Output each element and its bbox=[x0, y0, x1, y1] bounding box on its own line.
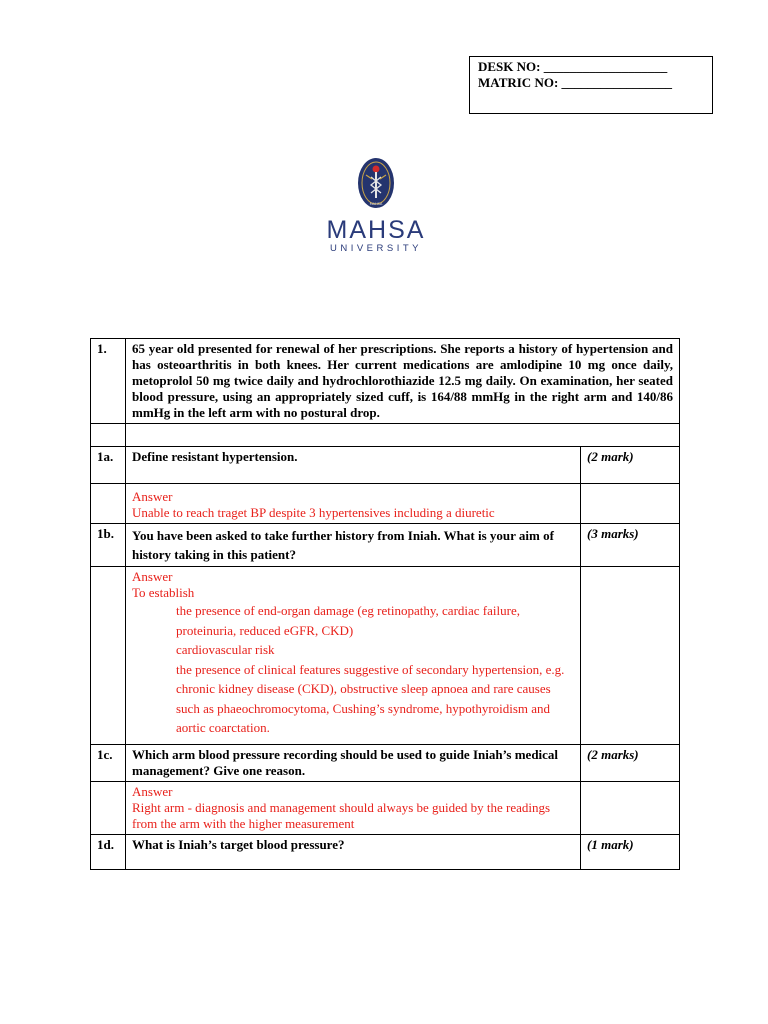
answer-block bbox=[126, 484, 581, 524]
spacer-row bbox=[91, 424, 680, 447]
part-1c-row bbox=[91, 744, 680, 781]
answer-text: Unable to reach traget BP despite 3 hypertensives including a diuretic bbox=[132, 505, 495, 520]
logo-subtitle: UNIVERSITY bbox=[329, 243, 422, 254]
university-logo bbox=[320, 155, 432, 255]
answer-label: Answer bbox=[132, 569, 173, 584]
part-1d-row bbox=[91, 834, 680, 869]
part-marks: (3 marks) bbox=[581, 524, 680, 567]
answer-label: Answer bbox=[132, 783, 173, 799]
answer-intro: To establish bbox=[132, 585, 195, 600]
part-question: Define resistant hypertension. bbox=[126, 447, 581, 484]
matric-no-field: MATRIC NO: _________________ bbox=[478, 75, 673, 90]
answer-block bbox=[126, 567, 581, 745]
answer-1c-row bbox=[91, 781, 680, 834]
part-marks: (2 marks) bbox=[581, 744, 680, 781]
part-number: 1c. bbox=[91, 744, 126, 781]
part-1a-row bbox=[91, 447, 680, 484]
part-number: 1a. bbox=[91, 447, 126, 484]
part-question: You have been asked to take further history from Iniah. What is your aim of history taking in this patient? bbox=[126, 524, 581, 567]
part-number: 1b. bbox=[91, 524, 126, 567]
part-question: Which arm blood pressure recording should be used to guide Iniah’s medical management? Give one reason. bbox=[126, 744, 581, 781]
question-stem: 65 year old presented for renewal of her prescriptions. She reports a history of hypertension and has osteoarthritis in both knees. Her current medications are amlodipine 10 mg once daily, metoprolol 50 mg twice daily and hydrochlorothiazide 12.5 mg daily. On examination, her seated blood pressure, using an appropriately sized cuff, is 164/88 mmHg in the right arm and 140/86 mmHg in the left arm with no postural drop. bbox=[126, 339, 680, 424]
answer-1a-row bbox=[91, 484, 680, 524]
desk-matric-box bbox=[469, 56, 713, 114]
answer-point: cardiovascular risk bbox=[176, 642, 275, 657]
part-marks: (2 mark) bbox=[581, 447, 680, 484]
answer-label: Answer bbox=[132, 489, 173, 504]
question-row bbox=[91, 339, 680, 424]
part-marks: (1 mark) bbox=[581, 834, 680, 869]
answer-point: the presence of end-organ damage (eg retinopathy, cardiac failure, proteinuria, reduced eGFR, CKD) bbox=[176, 603, 520, 638]
answer-point: the presence of clinical features suggestive of secondary hypertension, e.g. chronic kidney disease (CKD), obstructive sleep apnoea and rare causes such as phaeochromocytoma, Cushing’s syndrome, hypothyroidism and aortic coarctation. bbox=[176, 661, 565, 735]
desk-no-field: DESK NO: ___________________ bbox=[478, 59, 668, 74]
question-number: 1. bbox=[91, 339, 126, 424]
answer-1b-row bbox=[91, 567, 680, 745]
question-table bbox=[90, 338, 680, 870]
part-1b-row bbox=[91, 524, 680, 567]
answer-block bbox=[126, 781, 581, 834]
part-number: 1d. bbox=[91, 834, 126, 869]
answer-text: Right arm - diagnosis and management should always be guided by the readings from the arm with the higher measurement bbox=[132, 799, 551, 831]
svg-text:MAHSA: MAHSA bbox=[369, 202, 383, 206]
part-question: What is Iniah’s target blood pressure? bbox=[126, 834, 581, 869]
logo-name: MAHSA bbox=[326, 216, 426, 244]
crest-icon bbox=[320, 155, 432, 217]
